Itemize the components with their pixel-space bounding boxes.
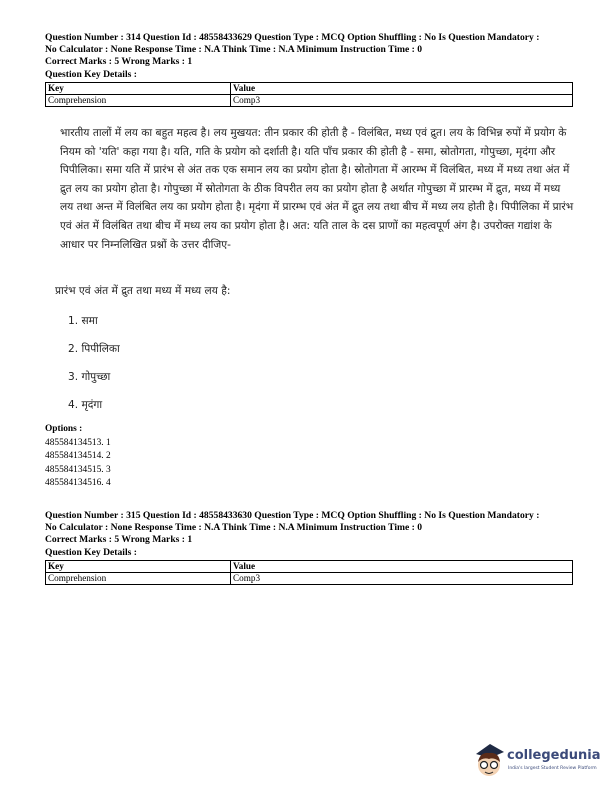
choice-3: 3. गोपुच्छा [68, 371, 111, 383]
collegedunia-logo [472, 740, 612, 780]
key-cell: Comprehension [46, 94, 231, 106]
logo-text: collegedunia [507, 748, 601, 763]
key-header: Key [46, 560, 231, 572]
value-header: Value [231, 82, 573, 94]
logo-tagline: India's largest Student Review Platform [508, 766, 597, 771]
option-id: 485584134513. 1 [45, 437, 111, 448]
choice-4: 4. मृदंगा [68, 399, 103, 411]
question-meta-line2: No Calculator : None Response Time : N.A Think Time : N.A Minimum Instruction Time : 0 [45, 44, 423, 56]
key-details-label: Question Key Details : [45, 68, 137, 80]
value-header: Value [231, 560, 573, 572]
mascot-icon [472, 740, 506, 780]
question-315-header [45, 510, 575, 585]
key-table [45, 82, 573, 107]
passage: भारतीय तालों में लय का बहुत महत्व है। लय मुखयत: तीन प्रकार की होती है - विलंबित, मध्य एवं द्रुत। लय के विभिन्न रुपों में प्रयोग के नियम को 'यति' कहा गया है। यति, गति के प्रयोग को दर्शाती है। यति पाँच प्रकार की होती है - समा, स्रोतोगता, गोपुच्छा, मृदंगा और पिपीलिका। समा यति में प्रारंभ से अंत तक एक समान लय का प्रयोग होता है। स्रोतोगता में आरम्भ में विलंबित, मध्य में मध्य तथा अंत में द्रुत लय का प्रयोग होता है। गोपुच्छा में स्रोतोगता के ठीक विपरीत लय का प्रयोग होता है अर्थात गोपुच्छा में प्रारम्भ में द्रुत, मध्य में मध्य लय तथा अन्त में विलंबित लय का प्रयोग होता है। मृदंगा में प्रारम्भ एवं अंत में द्रुत लय तथा बीच में मध्य लय होती है। पिपीलिका में प्रारंभ एवं अंत में विलंबित तथा बीच में मध्य लय का प्रयोग होता है। अत: यति ताल के दस प्राणों का महत्वपूर्ण अंग है। उपरोक्त गद्यांश के आधार पर निम्नलिखित प्रश्नों के उत्तर दीजिए- [60, 127, 574, 251]
question-meta-line1: Question Number : 314 Question Id : 48558433629 Question Type : MCQ Option Shuffling : No Is Question Mandatory : [45, 32, 540, 43]
option-id: 485584134514. 2 [45, 451, 111, 462]
value-cell: Comp3 [231, 572, 573, 584]
options-label: Options : [45, 424, 83, 434]
question-meta-line2: No Calculator : None Response Time : N.A Think Time : N.A Minimum Instruction Time : 0 [45, 522, 423, 534]
question-314-header [45, 32, 575, 107]
option-id: 485584134516. 4 [45, 478, 111, 489]
options-list [45, 423, 111, 491]
question-text: प्रारंभ एवं अंत में द्रुत तथा मध्य में मध्य लय है: [55, 285, 231, 297]
key-table [45, 560, 573, 585]
marks: Correct Marks : 5 Wrong Marks : 1 [45, 534, 193, 546]
value-cell: Comp3 [231, 94, 573, 106]
question-meta-line1: Question Number : 315 Question Id : 48558433630 Question Type : MCQ Option Shuffling : No Is Question Mandatory : [45, 510, 540, 521]
key-cell: Comprehension [46, 572, 231, 584]
option-id: 485584134515. 3 [45, 464, 111, 475]
key-details-label: Question Key Details : [45, 546, 137, 558]
key-header: Key [46, 82, 231, 94]
choice-2: 2. पिपीलिका [68, 343, 120, 355]
marks: Correct Marks : 5 Wrong Marks : 1 [45, 56, 193, 68]
choice-1: 1. समा [68, 315, 98, 327]
